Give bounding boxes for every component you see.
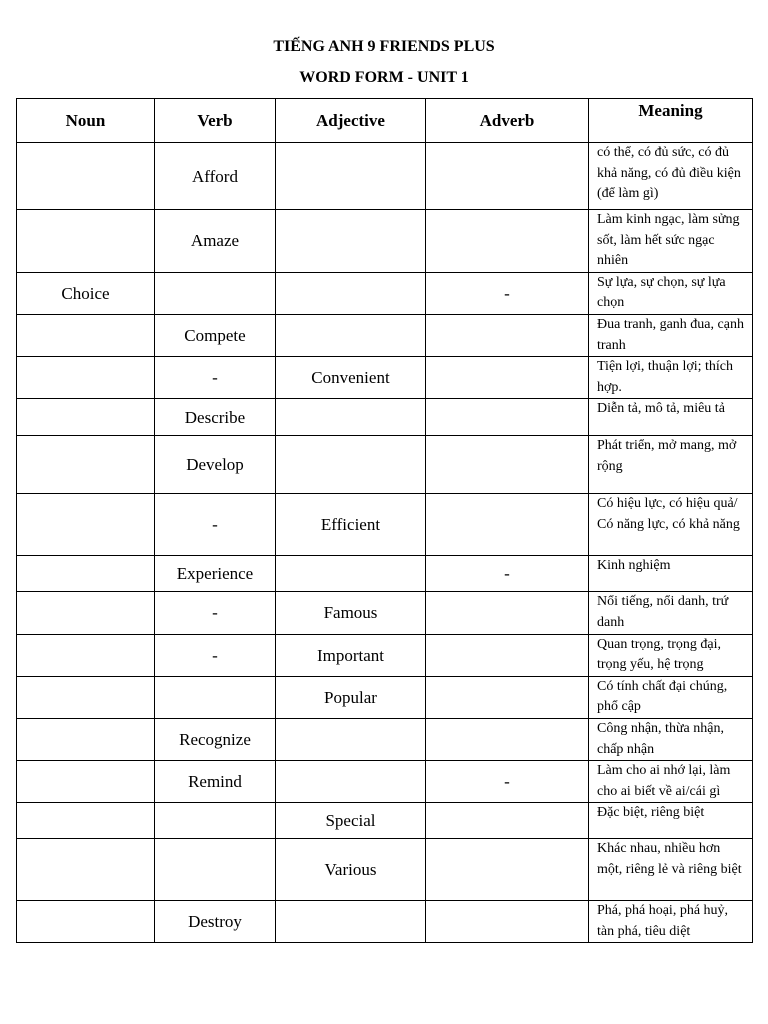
adjective-cell: Efficient: [276, 494, 426, 556]
adverb-cell: [426, 210, 589, 273]
noun-cell: [17, 399, 155, 436]
meaning-cell: Đua tranh, ganh đua, cạnh tranh: [589, 314, 753, 356]
verb-cell: [155, 803, 276, 839]
verb-cell: Compete: [155, 314, 276, 356]
adverb-cell: [426, 901, 589, 943]
noun-cell: [17, 839, 155, 901]
verb-cell: Destroy: [155, 901, 276, 943]
meaning-cell: Có hiệu lực, có hiệu quả/ Có năng lực, có khả năng: [589, 494, 753, 556]
verb-cell: -: [155, 357, 276, 399]
adverb-cell: [426, 803, 589, 839]
document-title: TIẾNG ANH 9 FRIENDS PLUS: [273, 38, 495, 55]
adverb-cell: [426, 634, 589, 676]
verb-cell: -: [155, 494, 276, 556]
adjective-cell: [276, 436, 426, 494]
adverb-cell: -: [426, 556, 589, 592]
table-row: [17, 399, 753, 436]
table-row: [17, 718, 753, 760]
noun-cell: [17, 314, 155, 356]
adjective-cell: [276, 761, 426, 803]
adverb-cell: [426, 436, 589, 494]
verb-cell: Describe: [155, 399, 276, 436]
noun-cell: [17, 803, 155, 839]
table-row: [17, 676, 753, 718]
header-adjective: Adjective: [276, 99, 426, 143]
adjective-cell: [276, 210, 426, 273]
noun-cell: [17, 761, 155, 803]
meaning-cell: Đặc biệt, riêng biệt: [589, 803, 753, 839]
noun-cell: Choice: [17, 272, 155, 314]
adverb-cell: [426, 839, 589, 901]
adverb-cell: [426, 314, 589, 356]
noun-cell: [17, 143, 155, 210]
adverb-cell: -: [426, 761, 589, 803]
noun-cell: [17, 556, 155, 592]
noun-cell: [17, 901, 155, 943]
meaning-cell: có thể, có đủ sức, có đủ khả năng, có đủ điều kiện (để làm gì): [589, 143, 753, 210]
adjective-cell: Famous: [276, 592, 426, 634]
verb-cell: [155, 839, 276, 901]
meaning-cell: Kinh nghiệm: [589, 556, 753, 592]
verb-cell: Develop: [155, 436, 276, 494]
verb-cell: Recognize: [155, 718, 276, 760]
document-subtitle: WORD FORM - UNIT 1: [299, 69, 469, 86]
table-row: [17, 436, 753, 494]
adjective-cell: Various: [276, 839, 426, 901]
adjective-cell: [276, 314, 426, 356]
verb-cell: Afford: [155, 143, 276, 210]
verb-cell: -: [155, 634, 276, 676]
verb-cell: Remind: [155, 761, 276, 803]
meaning-cell: Công nhận, thừa nhận, chấp nhận: [589, 718, 753, 760]
meaning-cell: Quan trọng, trọng đại, trọng yếu, hệ trọng: [589, 634, 753, 676]
adverb-cell: [426, 676, 589, 718]
table-row: [17, 494, 753, 556]
adjective-cell: [276, 143, 426, 210]
noun-cell: [17, 210, 155, 273]
adverb-cell: [426, 399, 589, 436]
adverb-cell: [426, 718, 589, 760]
adjective-cell: Important: [276, 634, 426, 676]
verb-cell: Amaze: [155, 210, 276, 273]
table-row: [17, 634, 753, 676]
table-row: [17, 803, 753, 839]
table-row: [17, 272, 753, 314]
meaning-cell: Phá, phá hoại, phá huỷ, tàn phá, tiêu diệt: [589, 901, 753, 943]
verb-cell: [155, 272, 276, 314]
table-row: [17, 314, 753, 356]
meaning-cell: Tiện lợi, thuận lợi; thích hợp.: [589, 357, 753, 399]
table-row: [17, 592, 753, 634]
adjective-cell: [276, 556, 426, 592]
meaning-cell: Sự lựa, sự chọn, sự lựa chọn: [589, 272, 753, 314]
header-noun: Noun: [17, 99, 155, 143]
table-row: [17, 357, 753, 399]
noun-cell: [17, 436, 155, 494]
table-row: [17, 761, 753, 803]
noun-cell: [17, 634, 155, 676]
adjective-cell: Popular: [276, 676, 426, 718]
noun-cell: [17, 357, 155, 399]
adverb-cell: [426, 592, 589, 634]
verb-cell: Experience: [155, 556, 276, 592]
adverb-cell: [426, 143, 589, 210]
verb-cell: -: [155, 592, 276, 634]
meaning-cell: Diễn tả, mô tả, miêu tả: [589, 399, 753, 436]
adverb-cell: -: [426, 272, 589, 314]
noun-cell: [17, 592, 155, 634]
adjective-cell: Convenient: [276, 357, 426, 399]
adverb-cell: [426, 357, 589, 399]
noun-cell: [17, 676, 155, 718]
noun-cell: [17, 494, 155, 556]
table-header-row: [17, 99, 753, 143]
adjective-cell: Special: [276, 803, 426, 839]
meaning-cell: Khác nhau, nhiều hơn một, riêng lẻ và riêng biệt: [589, 839, 753, 901]
meaning-cell: Có tính chất đại chúng, phổ cập: [589, 676, 753, 718]
table-row: [17, 901, 753, 943]
header-adverb: Adverb: [426, 99, 589, 143]
adjective-cell: [276, 272, 426, 314]
adjective-cell: [276, 399, 426, 436]
verb-cell: [155, 676, 276, 718]
table-row: [17, 839, 753, 901]
table-row: [17, 556, 753, 592]
meaning-cell: Phát triển, mở mang, mở rộng: [589, 436, 753, 494]
meaning-cell: Nổi tiếng, nổi danh, trứ danh: [589, 592, 753, 634]
meaning-cell: Làm cho ai nhớ lại, làm cho ai biết về ai/cái gì: [589, 761, 753, 803]
table-row: [17, 143, 753, 210]
word-form-table: [16, 98, 753, 943]
table-row: [17, 210, 753, 273]
meaning-cell: Làm kinh ngạc, làm sửng sốt, làm hết sức ngạc nhiên: [589, 210, 753, 273]
adjective-cell: [276, 901, 426, 943]
adverb-cell: [426, 494, 589, 556]
header-verb: Verb: [155, 99, 276, 143]
adjective-cell: [276, 718, 426, 760]
header-meaning: Meaning: [589, 99, 753, 143]
noun-cell: [17, 718, 155, 760]
